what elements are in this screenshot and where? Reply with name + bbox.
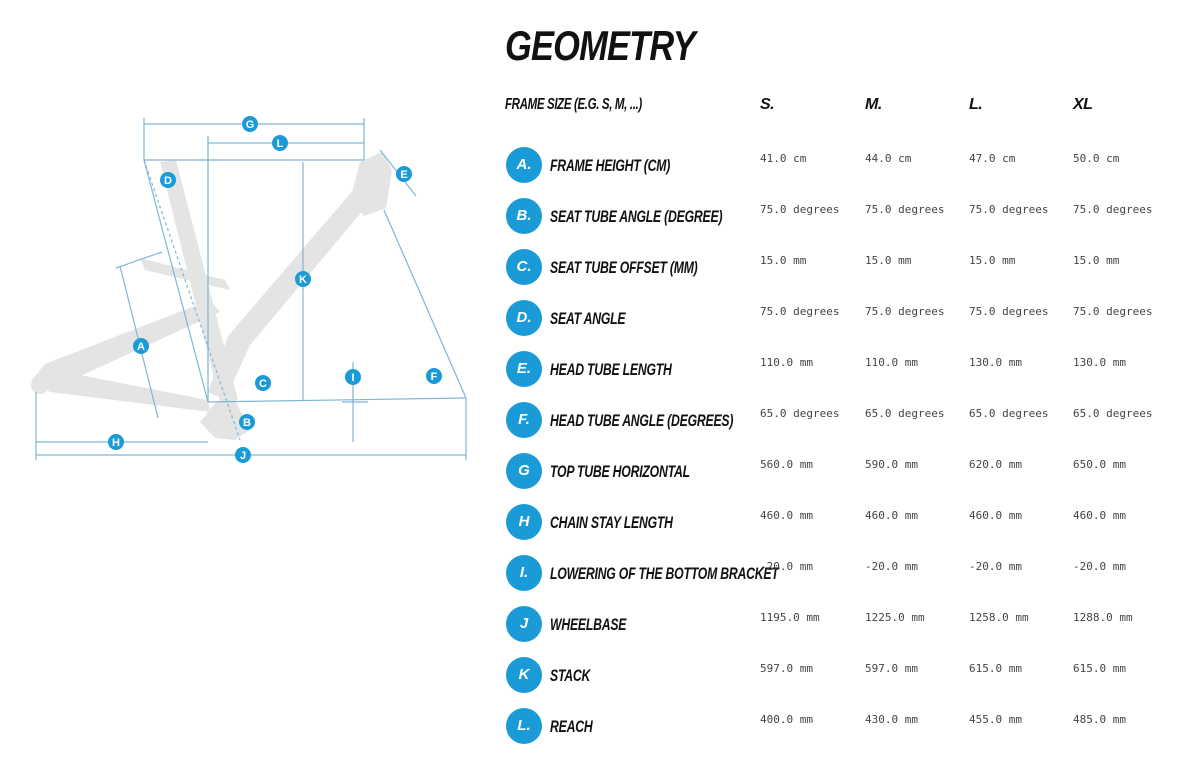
- bike-geometry-diagram: [20, 100, 490, 480]
- svg-text:E: E: [400, 169, 408, 181]
- size-header-l: L.: [969, 96, 983, 113]
- badge-h: [108, 434, 124, 450]
- row-parameter-name: TOP TUBE HORIZONTAL: [550, 462, 690, 481]
- value-xl: 75.0 degrees: [1073, 203, 1153, 216]
- value-l: 615.0 mm: [969, 662, 1022, 675]
- value-m: 44.0 cm: [865, 152, 912, 165]
- value-xl: 460.0 mm: [1073, 509, 1126, 522]
- value-s: 1195.0 mm: [760, 611, 820, 624]
- table-header-row: [500, 88, 1190, 138]
- bike-frame-silhouette: [31, 152, 392, 440]
- row-parameter-name: HEAD TUBE ANGLE (DEGREES): [550, 411, 734, 430]
- value-m: 65.0 degrees: [865, 407, 945, 420]
- value-m: 597.0 mm: [865, 662, 918, 675]
- row-parameter-name: SEAT ANGLE: [550, 309, 626, 328]
- table-row: [500, 444, 1190, 494]
- svg-text:G: G: [245, 119, 255, 131]
- svg-text:K: K: [299, 274, 307, 286]
- value-xl: 130.0 mm: [1073, 356, 1126, 369]
- row-parameter-name: STACK: [550, 666, 591, 685]
- row-parameter-name: WHEELBASE: [550, 615, 627, 634]
- value-s: 110.0 mm: [760, 356, 813, 369]
- row-letter-badge: C.: [506, 249, 542, 285]
- row-parameter-name: CHAIN STAY LENGTH: [550, 513, 673, 532]
- svg-text:A: A: [137, 341, 145, 353]
- row-parameter-name: HEAD TUBE LENGTH: [550, 360, 672, 379]
- badge-d: [160, 172, 176, 188]
- table-row: [500, 189, 1190, 239]
- value-xl: 1288.0 mm: [1073, 611, 1133, 624]
- table-row: [500, 648, 1190, 698]
- table-row: [500, 291, 1190, 341]
- value-l: 75.0 degrees: [969, 203, 1049, 216]
- value-m: 15.0 mm: [865, 254, 912, 267]
- svg-text:J: J: [239, 450, 247, 462]
- svg-text:H: H: [112, 437, 120, 449]
- badge-a: [133, 338, 149, 354]
- row-letter-badge: H: [506, 504, 542, 540]
- row-parameter-name: FRAME HEIGHT (CM): [550, 156, 671, 175]
- svg-text:L: L: [276, 138, 284, 150]
- value-m: 590.0 mm: [865, 458, 918, 471]
- value-s: 400.0 mm: [760, 713, 813, 726]
- value-m: -20.0 mm: [865, 560, 918, 573]
- value-l: 75.0 degrees: [969, 305, 1049, 318]
- value-s: -20.0 mm: [760, 560, 813, 573]
- value-xl: 50.0 cm: [1073, 152, 1120, 165]
- value-l: -20.0 mm: [969, 560, 1022, 573]
- svg-text:F: F: [430, 371, 438, 383]
- size-header-m: M.: [865, 96, 882, 113]
- value-m: 1225.0 mm: [865, 611, 925, 624]
- value-xl: 15.0 mm: [1073, 254, 1120, 267]
- value-xl: -20.0 mm: [1073, 560, 1126, 573]
- table-row: [500, 138, 1190, 188]
- table-row: [500, 240, 1190, 290]
- row-letter-badge: I.: [506, 555, 542, 591]
- svg-text:D: D: [164, 175, 172, 187]
- row-letter-badge: B.: [506, 198, 542, 234]
- value-s: 15.0 mm: [760, 254, 807, 267]
- value-s: 41.0 cm: [760, 152, 807, 165]
- row-parameter-name: REACH: [550, 717, 593, 736]
- svg-text:B: B: [243, 417, 251, 429]
- value-l: 1258.0 mm: [969, 611, 1029, 624]
- table-row: [500, 699, 1190, 749]
- row-letter-badge: L.: [506, 708, 542, 744]
- badge-e: [396, 166, 412, 182]
- table-row: [500, 393, 1190, 443]
- value-m: 75.0 degrees: [865, 203, 945, 216]
- value-s: 560.0 mm: [760, 458, 813, 471]
- value-xl: 75.0 degrees: [1073, 305, 1153, 318]
- value-l: 460.0 mm: [969, 509, 1022, 522]
- size-header-s: S.: [760, 96, 775, 113]
- value-m: 110.0 mm: [865, 356, 918, 369]
- value-s: 597.0 mm: [760, 662, 813, 675]
- value-l: 455.0 mm: [969, 713, 1022, 726]
- value-l: 65.0 degrees: [969, 407, 1049, 420]
- badge-k: [295, 271, 311, 287]
- row-letter-badge: D.: [506, 300, 542, 336]
- row-letter-badge: G: [506, 453, 542, 489]
- row-letter-badge: F.: [506, 402, 542, 438]
- svg-text:I: I: [351, 372, 355, 384]
- row-parameter-name: SEAT TUBE ANGLE (DEGREE): [550, 207, 723, 226]
- value-xl: 485.0 mm: [1073, 713, 1126, 726]
- table-row: [500, 546, 1190, 596]
- svg-text:C: C: [259, 378, 267, 390]
- value-l: 15.0 mm: [969, 254, 1016, 267]
- value-s: 65.0 degrees: [760, 407, 840, 420]
- frame-size-header: FRAME SIZE (E.G. S, M, ...): [505, 96, 642, 113]
- value-s: 75.0 degrees: [760, 305, 840, 318]
- row-letter-badge: A.: [506, 147, 542, 183]
- badge-b: [239, 414, 255, 430]
- value-l: 130.0 mm: [969, 356, 1022, 369]
- badge-g: [242, 116, 258, 132]
- value-xl: 65.0 degrees: [1073, 407, 1153, 420]
- value-l: 47.0 cm: [969, 152, 1016, 165]
- value-l: 620.0 mm: [969, 458, 1022, 471]
- row-parameter-name: LOWERING OF THE BOTTOM BRACKET: [550, 564, 779, 583]
- value-xl: 650.0 mm: [1073, 458, 1126, 471]
- table-row: [500, 495, 1190, 545]
- badge-i: [345, 369, 361, 385]
- value-s: 75.0 degrees: [760, 203, 840, 216]
- badge-j: [235, 447, 251, 463]
- badge-f: [426, 368, 442, 384]
- value-m: 460.0 mm: [865, 509, 918, 522]
- row-letter-badge: K: [506, 657, 542, 693]
- page-title: GEOMETRY: [505, 22, 695, 69]
- row-letter-badge: E.: [506, 351, 542, 387]
- value-m: 75.0 degrees: [865, 305, 945, 318]
- table-row: [500, 597, 1190, 647]
- row-parameter-name: SEAT TUBE OFFSET (MM): [550, 258, 698, 277]
- table-row: [500, 342, 1190, 392]
- badge-l: [272, 135, 288, 151]
- badge-c: [255, 375, 271, 391]
- value-xl: 615.0 mm: [1073, 662, 1126, 675]
- row-letter-badge: J: [506, 606, 542, 642]
- value-m: 430.0 mm: [865, 713, 918, 726]
- size-header-xl: XL: [1073, 96, 1093, 113]
- value-s: 460.0 mm: [760, 509, 813, 522]
